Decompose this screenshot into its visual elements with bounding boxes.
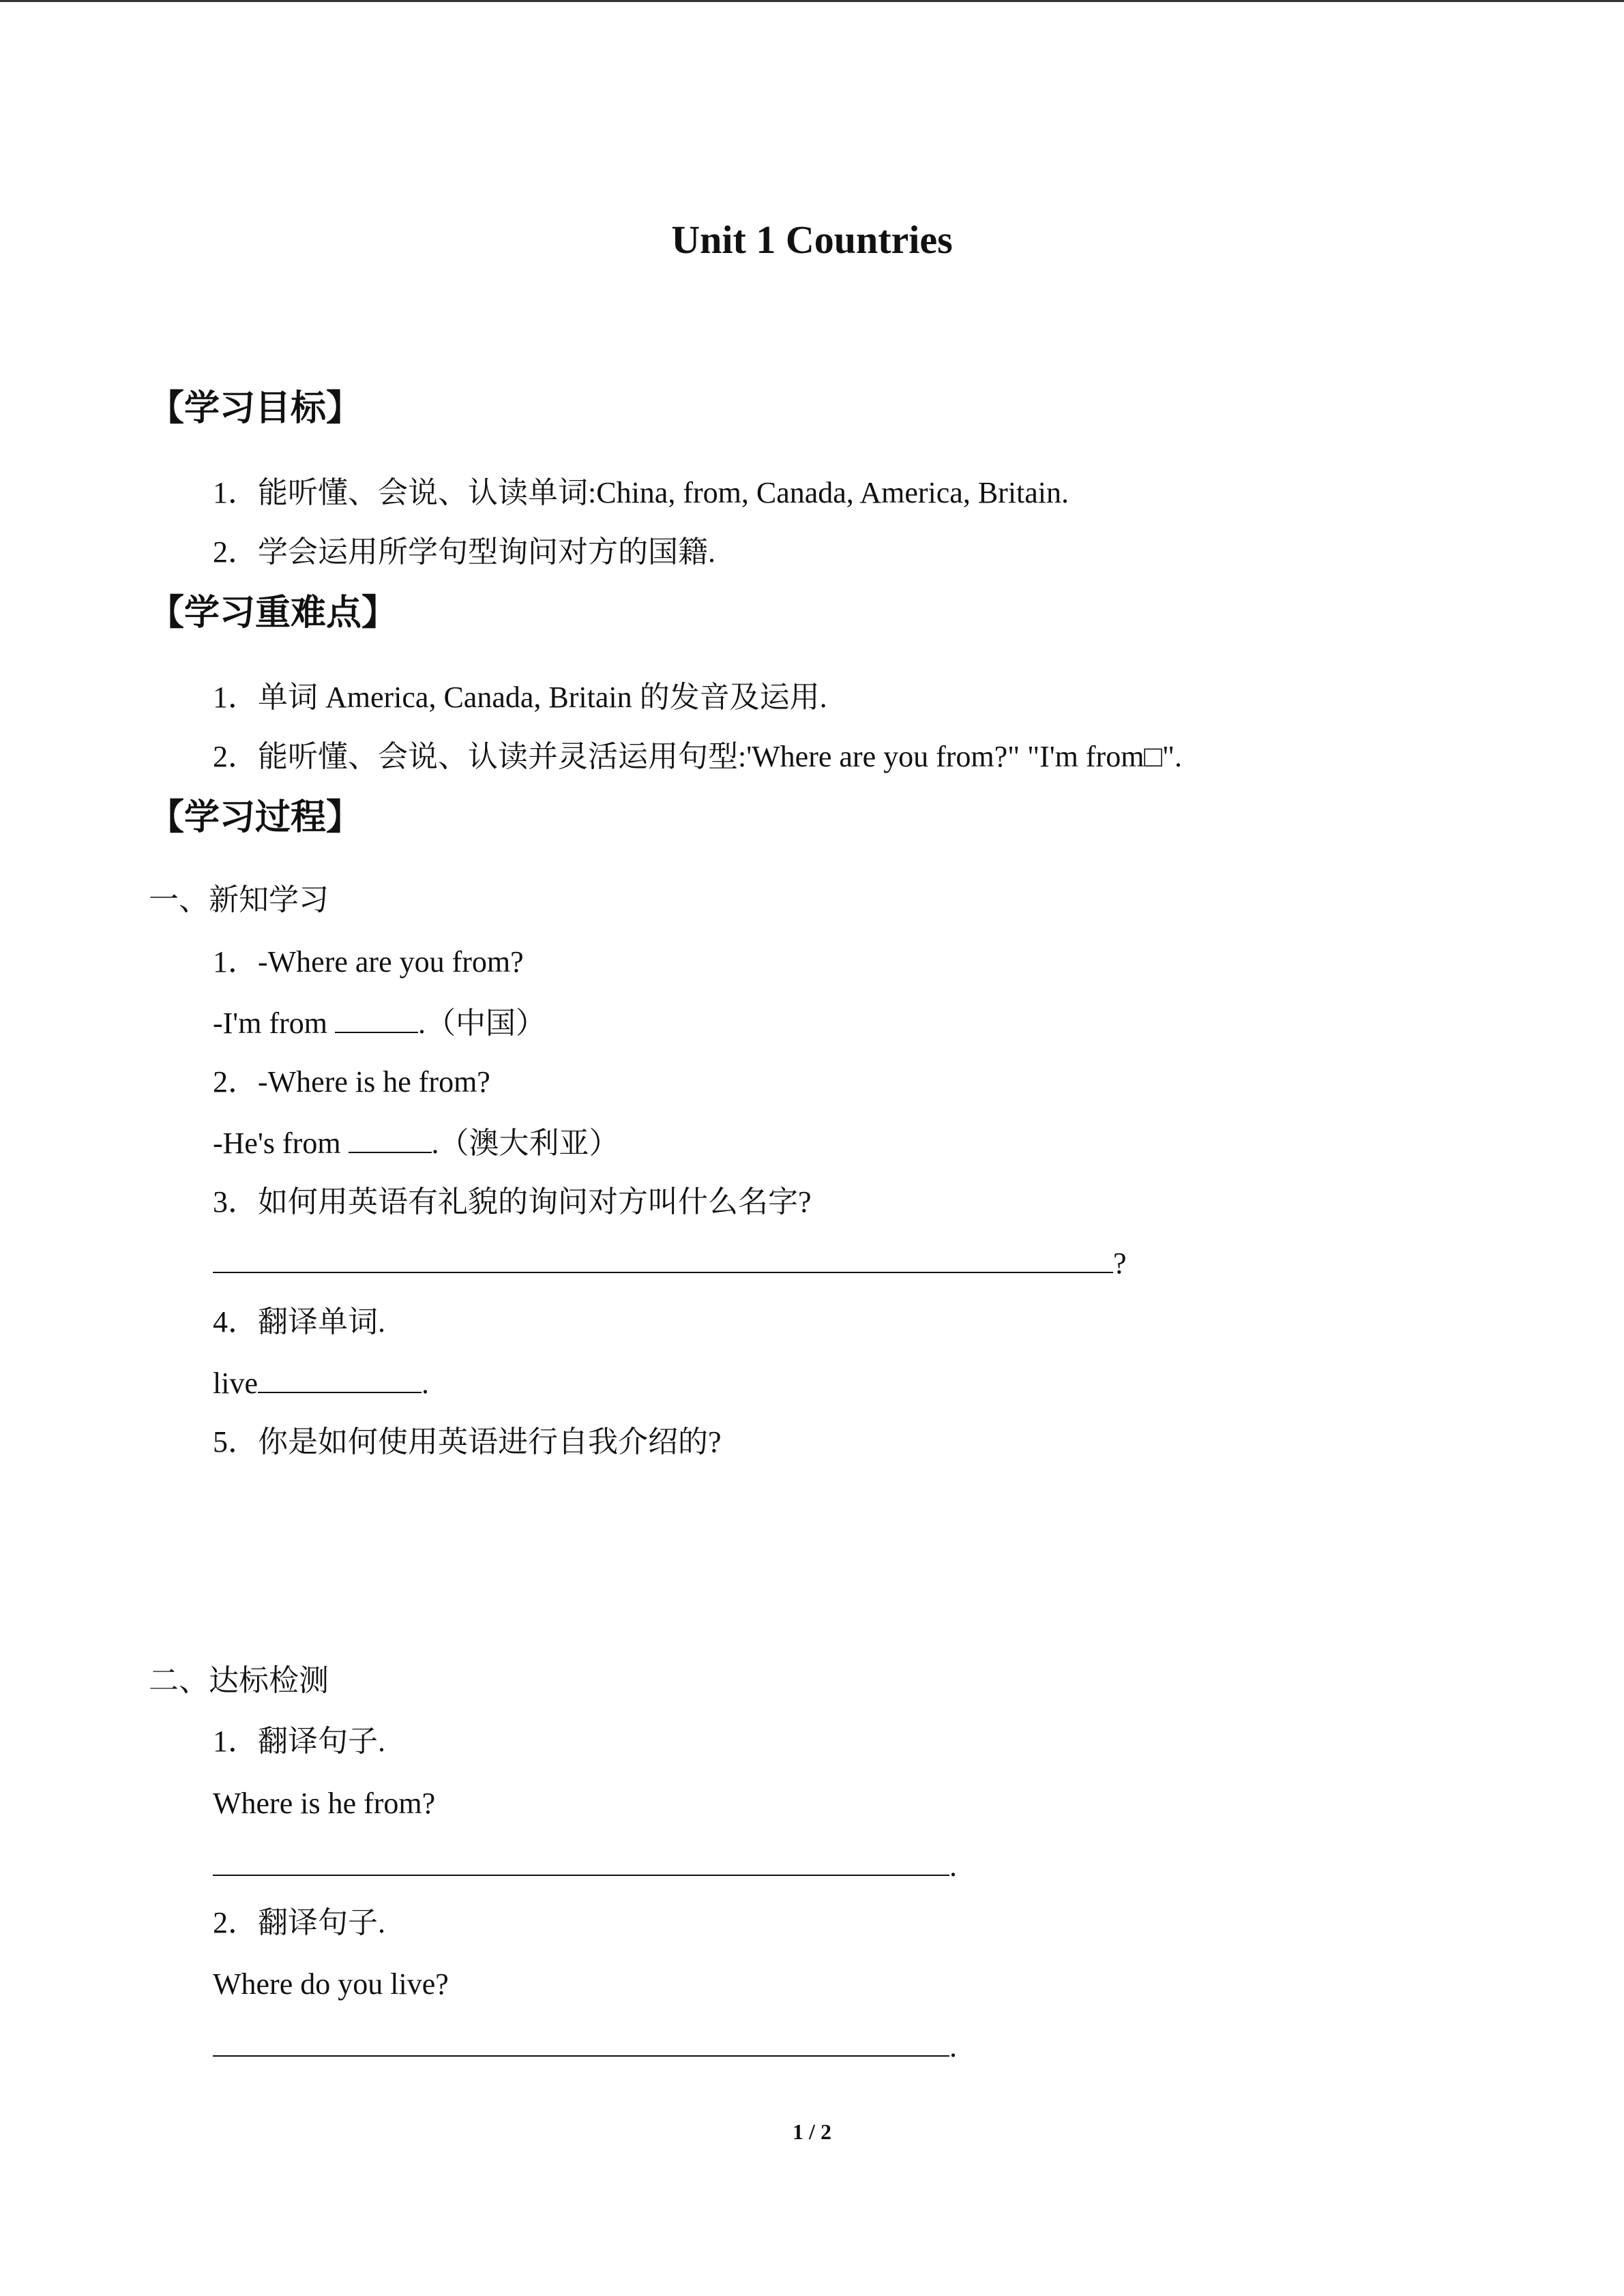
part1-question-4: 4．翻译单词. <box>213 1305 385 1339</box>
part2-sentence-2: Where do you live? <box>213 1967 449 2001</box>
objective-item-2: 2．学会运用所学句型询问对方的国籍. <box>213 535 715 569</box>
part1-question-3: 3．如何用英语有礼貌的询问对方叫什么名字? <box>213 1185 812 1219</box>
answer-blank-1[interactable] <box>335 1002 418 1033</box>
page-top-border <box>0 0 1624 2</box>
part1-answer-4: live . <box>213 1362 429 1404</box>
part2-label: 二、达标检测 <box>149 1664 329 1697</box>
key-point-item-1: 1．单词 America, Canada, Britain 的发音及运用. <box>213 681 827 714</box>
translation-blank-2[interactable] <box>213 2025 949 2057</box>
part2-question-1: 1．翻译句子. <box>213 1725 385 1758</box>
answer-blank-4[interactable] <box>258 1362 422 1393</box>
section-heading-process: 【学习过程】 <box>149 799 362 837</box>
part2-sentence-1: Where is he from? <box>213 1787 436 1820</box>
page-title: Unit 1 Countries <box>671 218 953 262</box>
page-number: 1 / 2 <box>793 2119 831 2144</box>
part1-answer-line-3: ? <box>213 1242 1127 1284</box>
part1-question-1: 1．-Where are you from? <box>213 945 524 979</box>
key-point-item-2: 2．能听懂、会说、认读并灵活运用句型:'Where are you from?" "I'm from□". <box>213 740 1182 773</box>
part1-answer-2: -He's from .（澳大利亚） <box>213 1122 619 1164</box>
part1-question-2: 2．-Where is he from? <box>213 1065 490 1099</box>
answer-blank-3[interactable] <box>213 1242 1113 1273</box>
part2-answer-line-2: . <box>213 2025 957 2068</box>
answer-blank-2[interactable] <box>349 1122 432 1153</box>
part2-question-2: 2．翻译句子. <box>213 1906 385 1939</box>
section-heading-objectives: 【学习目标】 <box>149 389 362 428</box>
objective-item-1: 1．能听懂、会说、认读单词:China, from, Canada, America, Britain. <box>213 476 1069 509</box>
part1-label: 一、新知学习 <box>149 883 329 916</box>
section-heading-key-points: 【学习重难点】 <box>149 594 398 633</box>
part1-question-5: 5．你是如何使用英语进行自我介绍的? <box>213 1425 722 1459</box>
translation-blank-1[interactable] <box>213 1845 949 1876</box>
part1-answer-1: -I'm from .（中国） <box>213 1002 546 1044</box>
part2-answer-line-1: . <box>213 1845 957 1887</box>
